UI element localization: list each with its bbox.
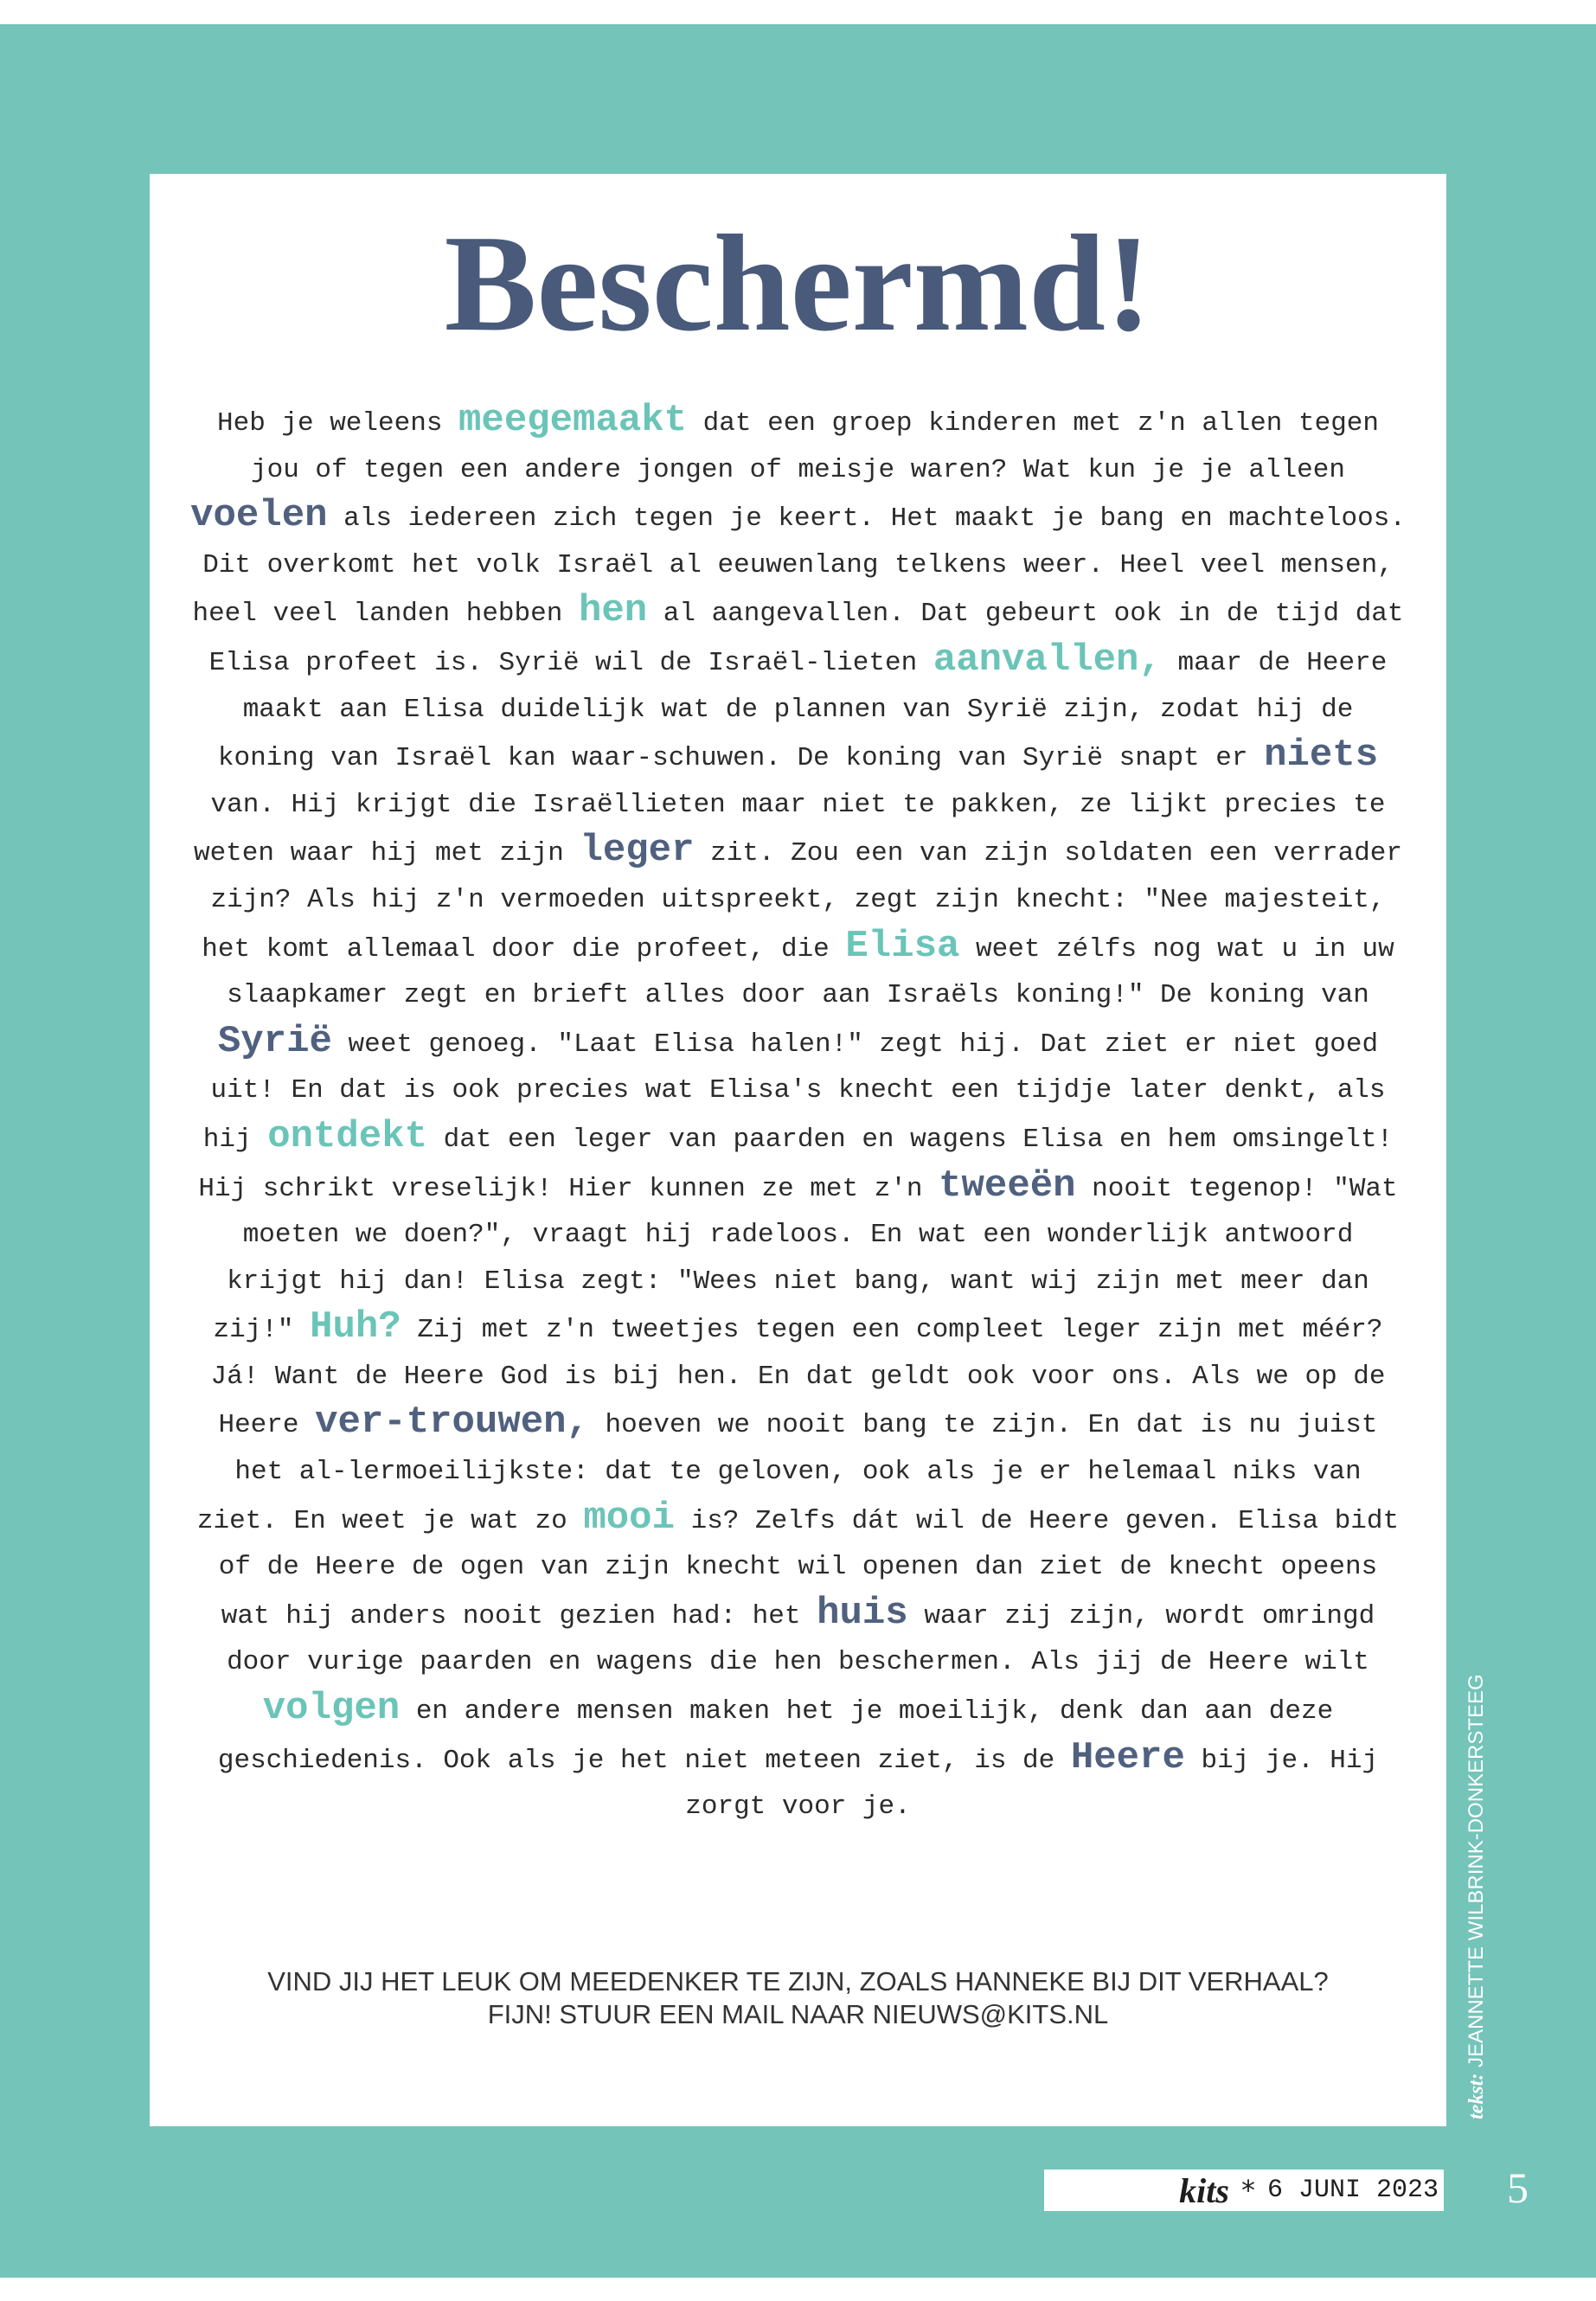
highlight-word: leger [580,829,695,873]
story-segment: weet genoeg. "Laat Elisa halen!" zegt hij. Dat ziet er niet goed uit! En dat is ook precies wat Elisa's knecht een tijdje later denkt, als hij [202,1029,1386,1155]
issue-date: 6 JUNI 2023 [1266,2176,1439,2205]
story-segment: Heb je weleens [216,408,459,439]
author-credit [1465,1674,1489,2119]
story-segment: als iedereen zich tegen je keert. Het maakt je bang en machteloos. Dit overkomt het volk Israël al eeuwenlang telkens weer. Heel veel mensen, heel veel landen hebben [192,503,1406,630]
story-segment: van. Hij krijgt die Israëllieten maar niet te pakken, ze lijkt precies te weten waar hij met zijn [193,789,1386,869]
call-to-action [150,1965,1446,2031]
story-segment: dat een leger van paarden en wagens Elisa en hem omsingelt! Hij schrikt vreselijk! Hier kunnen ze met z'n [198,1124,1394,1204]
highlight-word: tweeën [939,1163,1076,1208]
story-segment: en andere mensen maken het je moeilijk, denk dan aan deze geschiedenis. Ook als je het niet meteen ziet, is de [217,1696,1334,1776]
credit-name: JEANNETTE WILBRINK-DONKERSTEEG [1465,1674,1488,2067]
story-segment: zit. Zou een van zijn soldaten een verrader zijn? Als hij z'n vermoeden uitspreekt, zegt zijn knecht: "Nee majesteit, het komt allemaal door die profeet, die [202,838,1403,965]
story-segment: bij je. Hij zorgt voor je. [685,1745,1379,1823]
highlight-word: voelen [190,494,328,538]
highlight-word: ontdekt [267,1114,428,1158]
story-segment: maar de Heere maakt aan Elisa duidelijk wat de plannen van Syrië zijn, zodat hij de koning van Israël kan waar-schuwen. De koning van Syrië snapt er [217,647,1388,774]
story-segment: is? Zelfs dát wil de Heere geven. Elisa bidt of de Heere de ogen van zijn knecht wil openen dan ziet de knecht opeens wat hij anders nooit gezien had: het [218,1505,1400,1631]
story-segment: waar zij zijn, wordt omringd door vurige paarden en wagens die hen beschermen. Als jij de Heere wilt [227,1600,1375,1678]
highlight-word: hen [578,589,648,633]
credit-label: tekst: [1465,2073,1488,2119]
story-segment: Zij met z'n tweetjes tegen een compleet leger zijn met méér? Já! Want de Heere God is bij hen. En dat geldt ook voor ons. Als we op de Heere [210,1315,1386,1441]
highlight-word: meegemaakt [458,399,688,442]
highlight-word: aanvallen, [933,638,1162,682]
story-segment: weet zélfs nog wat u in uw slaapkamer zegt en brieft alles door aan Israëls koning!" De koning van [227,933,1394,1011]
story-text [190,398,1406,1830]
magazine-logo: kits [1179,2170,1229,2210]
highlight-word: volgen [262,1687,401,1731]
highlight-word: ver-trouwen, [315,1400,589,1445]
story-segment: dat een groep kinderen met z'n allen tegen jou of tegen een andere jongen of meisje waren? Wat kun je je alleen [250,408,1380,485]
highlight-word: niets [1264,734,1379,778]
highlight-word: Huh? [310,1305,401,1349]
separator-icon: * [1240,2174,1255,2207]
highlight-word: Heere [1070,1735,1185,1779]
page-number: 5 [1507,2163,1529,2212]
highlight-word: Syrië [217,1019,332,1063]
highlight-word: huis [817,1591,908,1635]
story-segment: hoeven we nooit bang te zijn. En dat is nu juist het al-lermoeilijkste: dat te geloven, ook als je er helemaal niks van ziet. En weet je wat zo [196,1410,1378,1536]
highlight-word: mooi [583,1496,675,1540]
highlight-word: Elisa [845,924,960,968]
cta-line-1: VIND JIJ HET LEUK OM MEEDENKER TE ZIJN, ZOALS HANNEKE BIJ DIT VERHAAL? [267,1966,1329,1997]
article-title: Beschermd! [444,206,1152,360]
story-segment: al aangevallen. Dat gebeurt ook in de tijd dat Elisa profeet is. Syrië wil de Israël-lieten [208,599,1404,678]
cta-line-2: FIJN! STUUR EEN MAIL NAAR NIEUWS@KITS.NL [487,1999,1109,2029]
story-segment: nooit tegenop! "Wat moeten we doen?", vraagt hij radeloos. En wat een wonderlijk antwoord krijgt hij dan! Elisa zegt: "Wees niet bang, want wij zijn met meer dan zij!" [213,1173,1398,1346]
footer-bar [1044,2170,1444,2211]
